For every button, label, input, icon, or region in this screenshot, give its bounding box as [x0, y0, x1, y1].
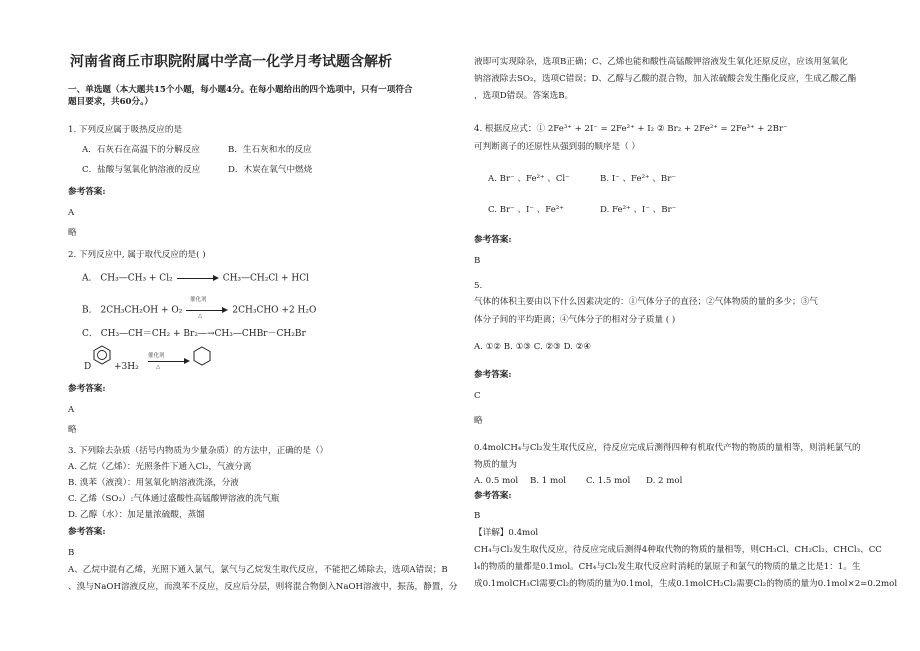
q5-answer: C — [474, 391, 481, 401]
q4-answer: B — [474, 256, 481, 266]
q2-omit: 略 — [68, 425, 77, 435]
q6-explanation-2: l₄的物质的量都是0.1mol。CH₄与Cl₂发生取代反应时消耗的氯原子和氯气的物质的量之比是1：1。生 — [474, 562, 861, 572]
q6-line2: 物质的量为 — [474, 460, 517, 470]
q2-option-b — [82, 305, 316, 317]
q6-option-d: D. 2 mol — [646, 476, 683, 486]
q5-ref-label: 参考答案: — [474, 370, 512, 380]
q5-line2: 体分子间的平均距离；④气体分子的相对分子质量 ( ) — [474, 315, 676, 325]
q3-explanation-2: 、溴与NaOH溶液反应，而溴苯不反应，反应后分层，则将混合物倒入NaOH溶液中，振荡，静置，分 — [68, 582, 458, 592]
q2-ref-label: 参考答案: — [68, 384, 106, 394]
q2-option-a — [82, 273, 309, 285]
q3-option-b: B. 溴苯（液溴）：用氢氧化钠溶液洗涤，分液 — [68, 478, 239, 488]
q2-answer: A — [68, 405, 75, 415]
q3-option-d: D. 乙醇（水）：加足量浓硫酸，蒸馏 — [68, 510, 205, 520]
q2-stem: 2. 下列反应中, 属于取代反应的是( ) — [68, 250, 206, 260]
q2-a-lhs: A． CH₃—CH₃ + Cl₂ — [82, 273, 173, 284]
q6-answer: B — [474, 511, 481, 521]
q3-stem: 3. 下列除去杂质（括号内物质为少量杂质）的方法中，正确的是（） — [68, 446, 329, 456]
reaction-arrow-icon — [148, 356, 190, 366]
q6-explanation-3: 成0.1molCH₃Cl需要Cl₂的物质的量为0.1mol，生成0.1molCH₂Cl₂需要Cl₂的物质的量为0.1mol×2=0.2mol — [474, 579, 898, 589]
section-heading-line2: 题目要求，共60分。） — [68, 97, 154, 107]
q1-option-c: C．盐酸与氢氧化钠溶液的反应 — [82, 165, 201, 175]
q3-explanation-4: 钠溶液除去SO₂，选项C错误；D、乙醇与乙酸的混合物，加入浓硫酸会发生酯化反应，生成乙酸乙酯 — [474, 74, 857, 84]
q2-b-rhs: 2CH₃CHO +2 H₂O — [232, 305, 317, 316]
q3-explanation-3: 液即可实现除杂，选项B正确；C、乙烯也能和酸性高锰酸钾溶液发生氧化还原反应，应该用氢氧化 — [474, 57, 848, 67]
q4-option-b: B. I⁻ 、Fe²⁺ 、Br⁻ — [600, 174, 676, 184]
q2-a-rhs: CH₃—CH₂Cl + HCl — [222, 273, 310, 284]
q6-option-b: B. 1 mol — [530, 476, 567, 486]
q1-option-d: D．木炭在氧气中燃烧 — [228, 165, 313, 175]
q6-line1: 0.4molCH₄与Cl₂发生取代反应，待反应完成后测得四种有机取代产物的物质的量相等，则消耗氯气的 — [474, 443, 861, 453]
q2-b-cond-bot: △ — [198, 313, 203, 319]
q6-explanation-1: CH₄与Cl₂发生取代反应，待反应完成后测得4种取代物的物质的量相等，则CH₃Cl、CH₂Cl₂、CHCl₃、CC — [474, 545, 882, 555]
page-title: 河南省商丘市职院附属中学高一化学月考试题含解析 — [70, 54, 392, 70]
q6-detail: 【详解】0.4mol — [474, 528, 539, 538]
q1-option-a: A．石灰石在高温下的分解反应 — [82, 145, 200, 155]
q1-ref-label: 参考答案: — [68, 187, 106, 197]
q1-stem: 1. 下列反应属于吸热反应的是 — [68, 125, 183, 135]
q5-number: 5. — [474, 281, 483, 291]
q3-explanation-5: ，选项D错误。答案选B。 — [474, 91, 574, 101]
q6-option-c: C. 1.5 mol — [586, 476, 631, 486]
q4-option-d: D. Fe²⁺ 、I⁻ 、Br⁻ — [600, 205, 677, 215]
q5-options: A. ①② B. ①③ C. ②③ D. ②④ — [474, 342, 592, 352]
q2-d-lhs: +3H₂ — [114, 362, 139, 372]
q3-option-a: A. 乙烷（乙烯）：光照条件下通入Cl₂，气液分离 — [68, 462, 252, 472]
q5-omit: 略 — [474, 416, 483, 426]
q2-option-c: C． CH₃—CH＝CH₂ + Br₂—→CH₃—CHBr－CH₂Br — [82, 329, 306, 339]
q4-line2: 可判断离子的还原性从强到弱的顺序是（ ） — [474, 142, 641, 152]
q4-ref-label: 参考答案: — [474, 235, 512, 245]
q2-b-lhs: B． 2CH₃CH₂OH + O₂ — [82, 305, 183, 316]
reaction-arrow-icon — [186, 305, 228, 315]
benzene-ring-icon — [92, 345, 112, 365]
q1-answer: A — [68, 208, 75, 218]
q4-option-c: C. Br⁻ 、I⁻ 、Fe²⁺ — [488, 205, 564, 215]
q1-option-b: B．生石灰和水的反应 — [228, 145, 312, 155]
q2-d-label: D — [84, 362, 92, 372]
q3-answer: B — [68, 548, 75, 558]
q3-ref-label: 参考答案: — [68, 527, 106, 537]
q2-d-cond-bot: △ — [156, 364, 161, 370]
q4-option-a: A. Br⁻ 、Fe²⁺ 、Cl⁻ — [488, 174, 570, 184]
q6-ref-label: 参考答案: — [474, 491, 512, 501]
q3-explanation-1: A、乙烷中混有乙烯，光照下通入氯气，氯气与乙烷发生取代反应，不能把乙烯除去，选项A错误；B — [68, 565, 448, 575]
q1-omit: 略 — [68, 228, 77, 238]
cyclohexane-ring-icon — [192, 346, 212, 366]
q6-option-a: A. 0.5 mol — [474, 476, 519, 486]
q3-option-c: C. 乙烯（SO₂）:气体通过盛酸性高锰酸钾溶液的洗气瓶 — [68, 494, 280, 504]
q2-d-cond-top: 催化剂 — [148, 353, 165, 359]
reaction-arrow-icon — [177, 273, 219, 283]
q5-line1: 气体的体积主要由以下什么因素决定的：①气体分子的直径；②气体物质的量的多少；③气 — [474, 297, 818, 307]
section-heading-line1: 一、单选题（本大题共15个小题，每小题4分。在每小题给出的四个选项中，只有一项符合 — [68, 85, 413, 95]
q2-b-cond-top: 催化剂 — [190, 297, 207, 303]
q4-stem: 4. 根据反应式：① 2Fe³⁺ + 2I⁻ = 2Fe²⁺ + I₂ ② Br₂ + 2Fe²⁺ = 2Fe³⁺ + 2Br⁻ — [474, 124, 788, 134]
